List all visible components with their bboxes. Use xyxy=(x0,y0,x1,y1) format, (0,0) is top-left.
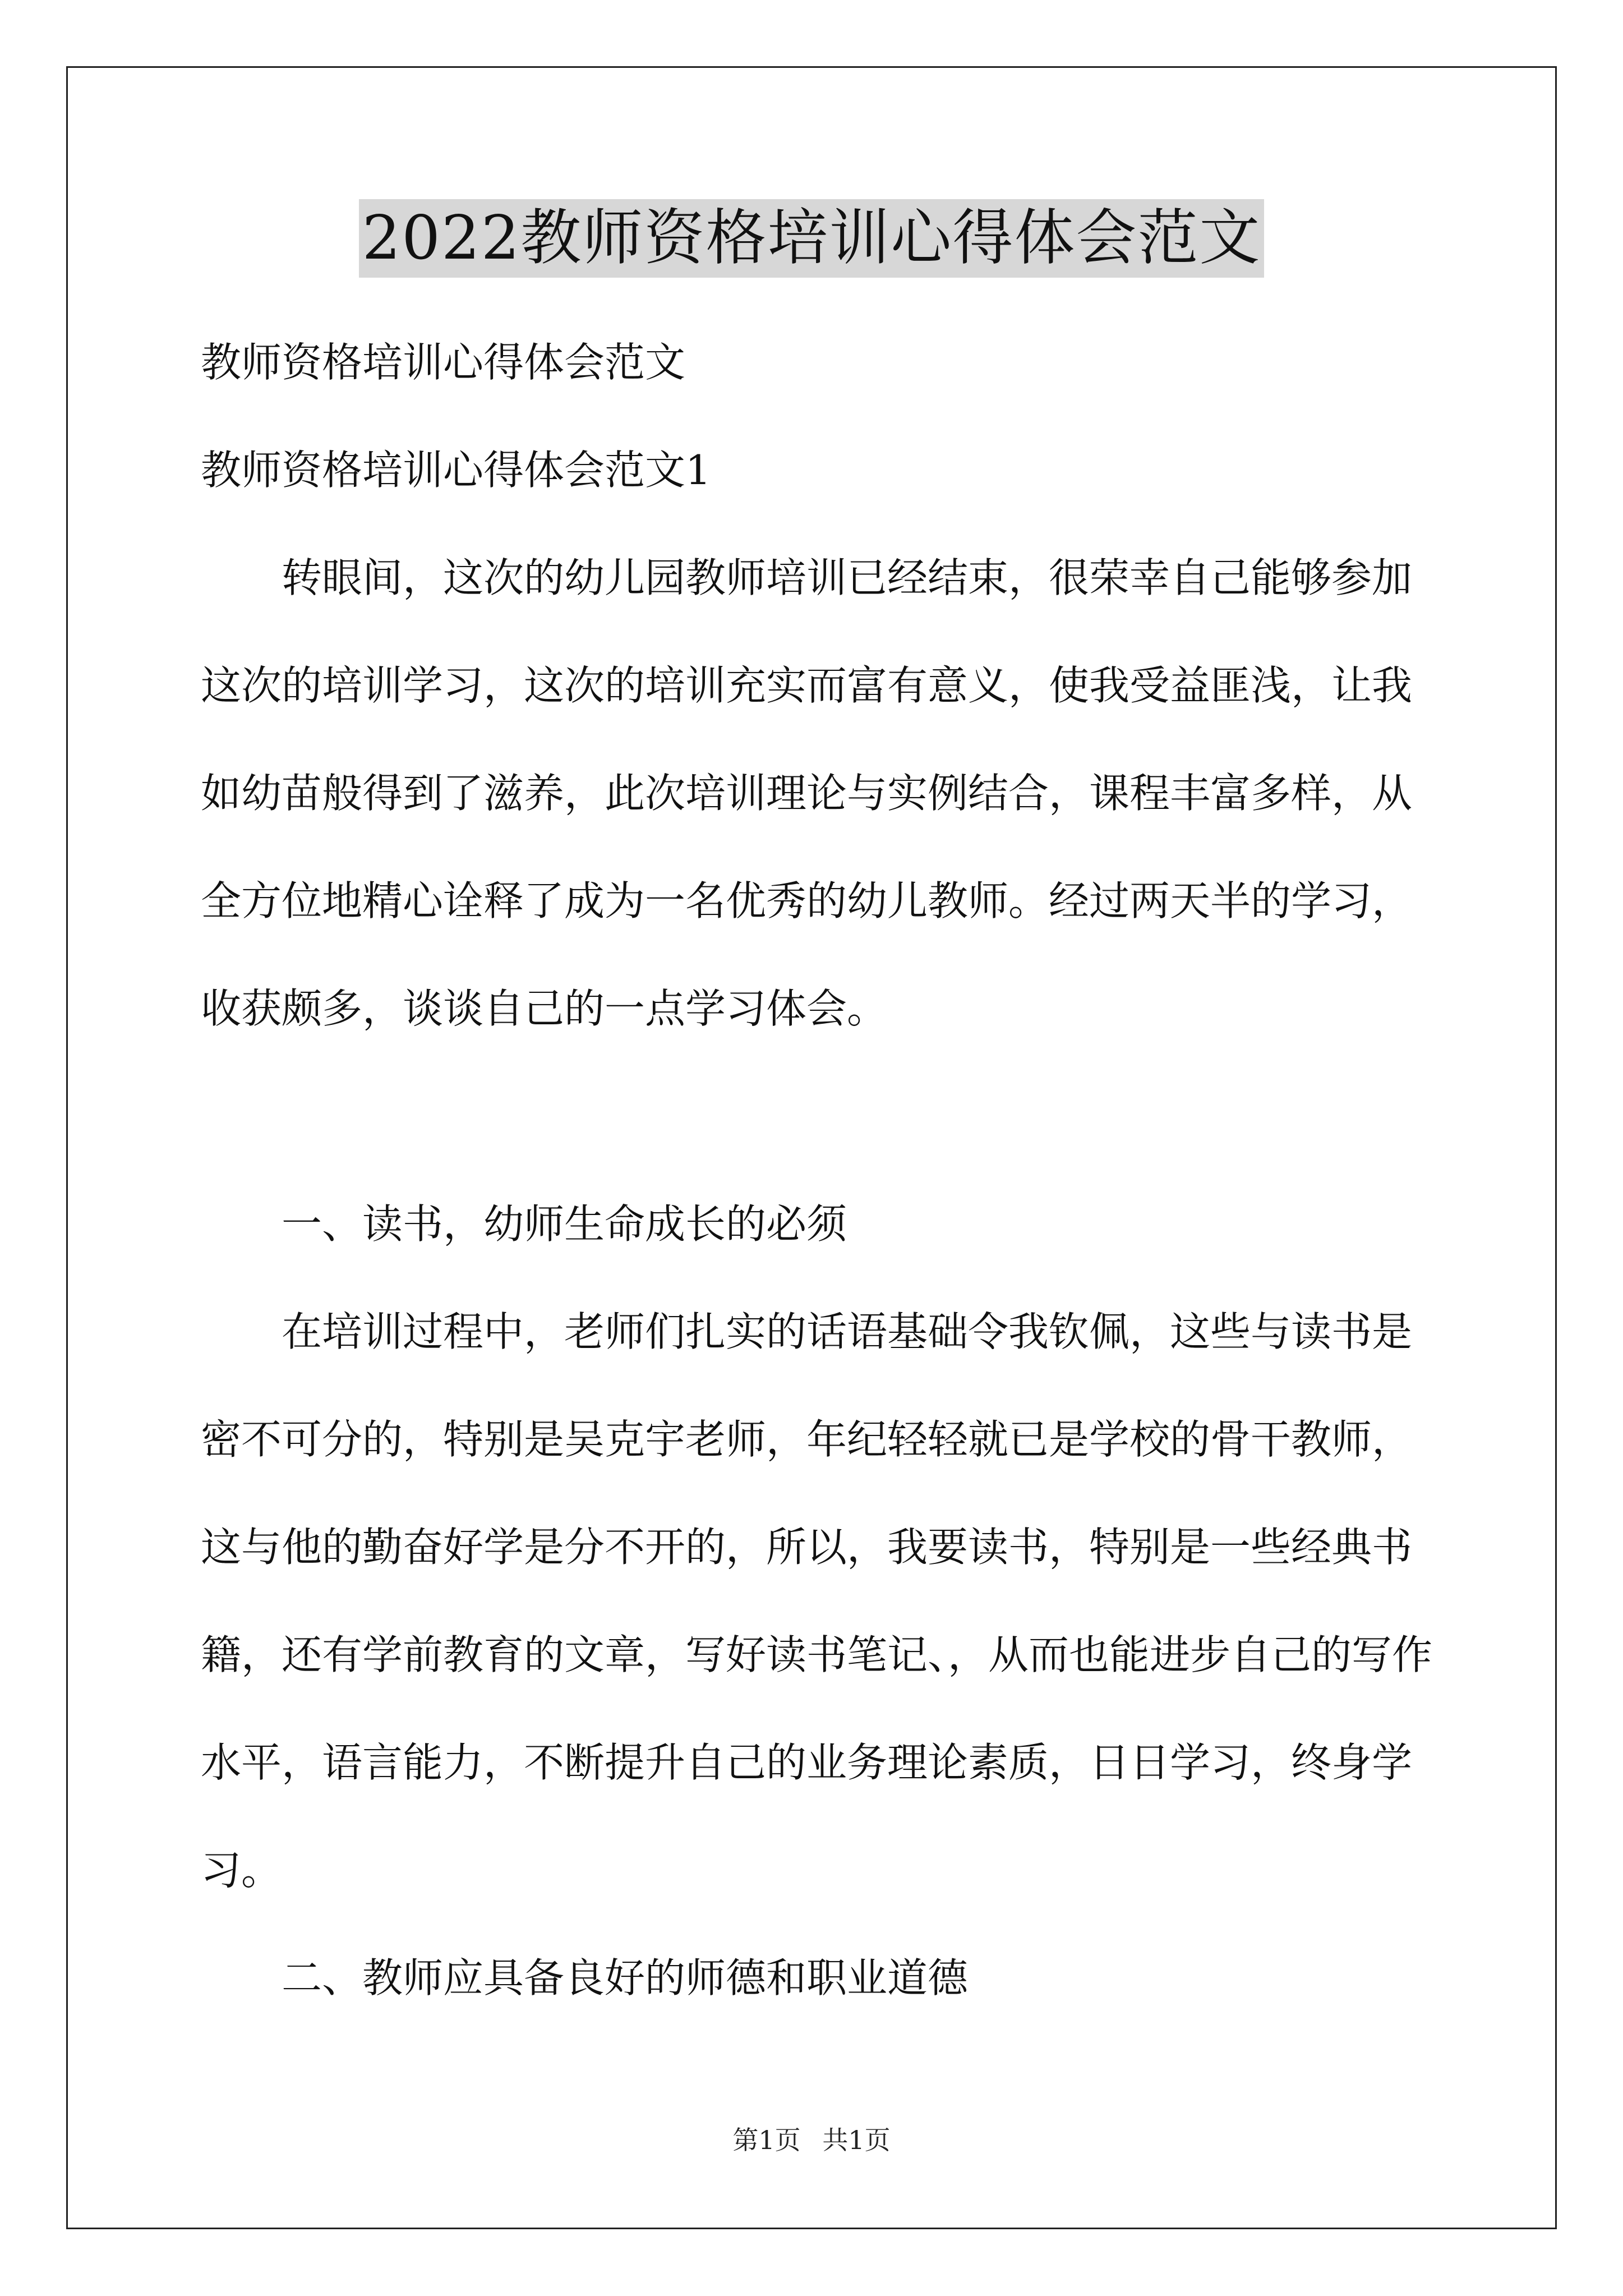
subheading-reading: 一、读书，幼师生命成长的必须 xyxy=(282,1200,847,1248)
paragraph-line: 全方位地精心诠释了成为一名优秀的幼儿教师。经过两天半的学习， xyxy=(201,877,1413,924)
document-title: 2022教师资格培训心得体会范文 xyxy=(359,199,1265,278)
paragraph-line: 转眼间，这次的幼儿园教师培训已经结束，很荣幸自己能够参加 xyxy=(282,554,1413,601)
subheading-ethics: 二、教师应具备良好的师德和职业道德 xyxy=(282,1954,969,2001)
paragraph-line: 密不可分的，特别是吴克宇老师，年纪轻轻就已是学校的骨干教师， xyxy=(201,1416,1413,1463)
paragraph-line: 收获颇多，谈谈自己的一点学习体会。 xyxy=(201,985,888,1032)
paragraph-line: 习。 xyxy=(201,1847,282,1894)
document-subtitle: 教师资格培训心得体会范文 xyxy=(201,339,686,386)
paragraph-line: 这次的培训学习，这次的培训充实而富有意义，使我受益匪浅，让我 xyxy=(201,662,1413,709)
section-heading: 教师资格培训心得体会范文1 xyxy=(201,447,711,494)
blank-line xyxy=(201,1062,1435,1170)
paragraph-line: 在培训过程中，老师们扎实的话语基础令我钦佩，这些与读书是 xyxy=(282,1308,1413,1355)
title-container xyxy=(0,199,1623,278)
document-body xyxy=(201,309,1435,2032)
page-number: 第1页 xyxy=(732,2125,801,2155)
page-total: 共1页 xyxy=(822,2125,891,2155)
paragraph-line: 水平，语言能力，不断提升自己的业务理论素质，日日学习，终身学 xyxy=(201,1739,1413,1786)
paragraph-line: 这与他的勤奋好学是分不开的，所以，我要读书，特别是一些经典书 xyxy=(201,1524,1413,1571)
paragraph-line: 如幼苗般得到了滋养，此次培训理论与实例结合，课程丰富多样，从 xyxy=(201,770,1413,817)
page-footer xyxy=(0,2123,1623,2157)
paragraph-line: 籍，还有学前教育的文章，写好读书笔记、，从而也能进步自己的写作 xyxy=(201,1631,1433,1678)
